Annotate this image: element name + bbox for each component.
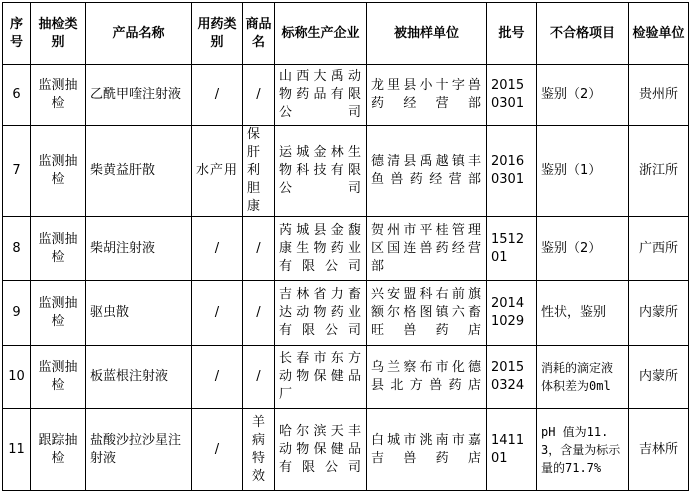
nonconforming-item: 消耗的滴定液体积差为0ml [537,346,629,409]
testing-lab: 内蒙所 [629,346,689,409]
drug-type: / [192,409,243,491]
manufacturer: 哈尔滨天丰动物保健品有限公司 [275,409,367,491]
product-name: 柴胡注射液 [86,217,192,281]
inspection-category: 跟踪抽检 [31,409,86,491]
row-number: 8 [3,217,31,281]
brand-name: 羊病特效 [243,409,275,491]
brand-name: / [243,65,275,126]
nonconforming-item: 鉴别（1） [537,126,629,217]
nonconforming-item: 性状，鉴别 [537,281,629,346]
header-cell: 批号 [487,3,537,65]
sampled-unit: 白城市洮南市嘉吉兽药店 [367,409,487,491]
inspection-category: 监测抽检 [31,126,86,217]
manufacturer: 运城金林生物科技有限公司 [275,126,367,217]
testing-lab: 内蒙所 [629,281,689,346]
row-number: 7 [3,126,31,217]
nonconforming-item: 鉴别（2） [537,217,629,281]
table-row [3,65,689,126]
batch-number: 20141029 [487,281,537,346]
product-name: 板蓝根注射液 [86,346,192,409]
header-cell: 检验单位 [629,3,689,65]
table-row [3,217,689,281]
row-number: 10 [3,346,31,409]
sampled-unit: 兴安盟科右前旗额尔格图镇六畜旺兽药店 [367,281,487,346]
manufacturer: 山西大禹动物药品有限公司 [275,65,367,126]
row-number: 6 [3,65,31,126]
drug-type: / [192,65,243,126]
drug-type: / [192,346,243,409]
header-cell: 被抽样单位 [367,3,487,65]
product-name: 驱虫散 [86,281,192,346]
batch-number: 20150324 [487,346,537,409]
nonconforming-item: pH 值为11.3，含量为标示量的71.7% [537,409,629,491]
results-table-wrapper [2,2,689,491]
testing-lab: 广西所 [629,217,689,281]
table-row [3,126,689,217]
manufacturer: 吉林省力畜达动物药业有限公司 [275,281,367,346]
brand-name: 保肝利胆康 [243,126,275,217]
product-name: 盐酸沙拉沙星注射液 [86,409,192,491]
header-cell: 不合格项目 [537,3,629,65]
table-row [3,281,689,346]
drug-type: 水产用 [192,126,243,217]
header-cell: 商品名 [243,3,275,65]
table-row [3,346,689,409]
inspection-category: 监测抽检 [31,346,86,409]
header-row [3,3,689,65]
inspection-category: 监测抽检 [31,281,86,346]
brand-name: / [243,217,275,281]
header-cell: 用药类别 [192,3,243,65]
inspection-results-table [2,2,689,491]
drug-type: / [192,281,243,346]
header-cell: 产品名称 [86,3,192,65]
testing-lab: 吉林所 [629,409,689,491]
product-name: 乙酰甲喹注射液 [86,65,192,126]
row-number: 11 [3,409,31,491]
testing-lab: 贵州所 [629,65,689,126]
manufacturer: 芮城县金馥康生物药业有限公司 [275,217,367,281]
header-cell: 序号 [3,3,31,65]
batch-number: 20150301 [487,65,537,126]
header-cell: 抽检类别 [31,3,86,65]
table-row [3,409,689,491]
row-number: 9 [3,281,31,346]
product-name: 柴黄益肝散 [86,126,192,217]
sampled-unit: 乌兰察布市化德县北方兽药店 [367,346,487,409]
batch-number: 20160301 [487,126,537,217]
sampled-unit: 龙里县小十字兽药经营部 [367,65,487,126]
inspection-category: 监测抽检 [31,217,86,281]
testing-lab: 浙江所 [629,126,689,217]
sampled-unit: 德清县禹越镇丰鱼兽药经营部 [367,126,487,217]
batch-number: 141101 [487,409,537,491]
header-cell: 标称生产企业 [275,3,367,65]
drug-type: / [192,217,243,281]
nonconforming-item: 鉴别（2） [537,65,629,126]
inspection-category: 监测抽检 [31,65,86,126]
manufacturer: 长春市东方动物保健品厂 [275,346,367,409]
brand-name: / [243,281,275,346]
batch-number: 151201 [487,217,537,281]
brand-name: / [243,346,275,409]
sampled-unit: 贺州市平桂管理区国连兽药经营部 [367,217,487,281]
